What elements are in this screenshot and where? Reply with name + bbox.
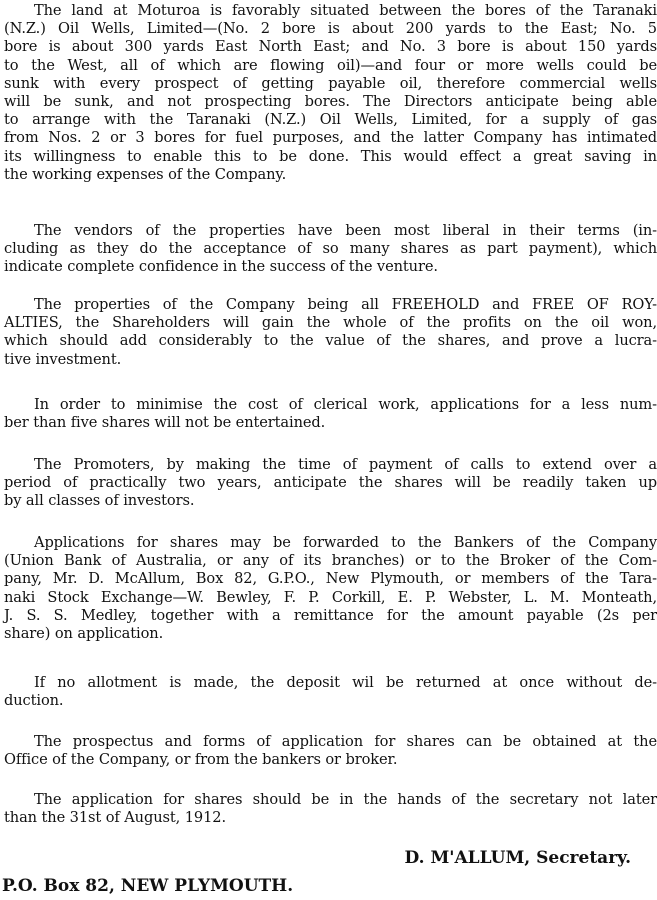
text-line: period of practically two years, anticipate the shares will be readily taken up <box>4 474 657 492</box>
postal-address: P.O. Box 82, NEW PLYMOUTH. <box>2 876 294 896</box>
text-line: (N.Z.) Oil Wells, Limited—(No. 2 bore is about 200 yards to the East; No. 5 <box>4 20 657 38</box>
paragraph-applications <box>4 534 657 643</box>
text-line: from Nos. 2 or 3 bores for fuel purposes, and the latter Company has intimated <box>4 129 657 147</box>
text-line: tive investment. <box>4 350 122 368</box>
text-line: share) on application. <box>4 624 164 642</box>
paragraph-freehold <box>4 296 657 369</box>
text-line: Office of the Company, or from the bankers or broker. <box>4 751 398 769</box>
text-line: (Union Bank of Australia, or any of its branches) or to the Broker of the Com- <box>4 552 657 570</box>
text-line: The properties of the Company being all FREEHOLD and FREE OF ROY- <box>34 296 657 313</box>
paragraph-promoters <box>4 456 657 511</box>
text-line: The application for shares should be in the hands of the secretary not later <box>34 791 657 808</box>
paragraph-vendors <box>4 222 657 277</box>
paragraph-deadline <box>4 791 657 827</box>
text-line: naki Stock Exchange—W. Bewley, F. P. Corkill, E. P. Webster, L. M. Monteath, <box>4 588 657 606</box>
text-line: Applications for shares may be forwarded to the Bankers of the Company <box>34 534 657 551</box>
text-line: sunk with every prospect of getting payable oil, therefore commercial wells <box>4 74 657 92</box>
text-line: to arrange with the Taranaki (N.Z.) Oil Wells, Limited, for a supply of gas <box>4 111 657 129</box>
text-line: by all classes of investors. <box>4 492 195 510</box>
text-line: The vendors of the properties have been most liberal in their terms (in- <box>34 222 657 239</box>
text-line: indicate complete confidence in the success of the venture. <box>4 258 438 276</box>
paragraph-minimum-shares <box>4 396 657 432</box>
text-line: In order to minimise the cost of clerical work, applications for a less num- <box>34 396 657 413</box>
text-line: than the 31st of August, 1912. <box>4 809 227 827</box>
text-line: The prospectus and forms of application for shares can be obtained at the <box>34 733 657 750</box>
text-line: The Promoters, by making the time of payment of calls to extend over a <box>34 456 657 473</box>
text-line: to the West, all of which are flowing oil)—and four or more wells could be <box>4 56 657 74</box>
text-line: the working expenses of the Company. <box>4 165 287 183</box>
secretary-signature: D. M'ALLUM, Secretary. <box>404 848 631 868</box>
text-line: will be sunk, and not prospecting bores. The Directors anticipate being able <box>4 92 657 110</box>
text-line: cluding as they do the acceptance of so many shares as part payment), which <box>4 240 657 258</box>
text-line: ber than five shares will not be entertained. <box>4 414 326 432</box>
text-line: its willingness to enable this to be done. This would effect a great saving in <box>4 147 657 165</box>
paragraph-allotment <box>4 674 657 710</box>
text-line: If no allotment is made, the deposit wil be returned at once without de- <box>34 674 657 691</box>
text-line: The land at Moturoa is favorably situated between the bores of the Taranaki <box>34 2 657 19</box>
text-line: pany, Mr. D. McAllum, Box 82, G.P.O., New Plymouth, or members of the Tara- <box>4 570 657 588</box>
paragraph-prospectus <box>4 733 657 769</box>
text-line: bore is about 300 yards East North East; and No. 3 bore is about 150 yards <box>4 38 657 56</box>
text-line: duction. <box>4 692 64 710</box>
text-line: ALTIES, the Shareholders will gain the whole of the profits on the oil won, <box>4 314 657 332</box>
text-line: which should add considerably to the value of the shares, and prove a lucra- <box>4 332 657 350</box>
paragraph-land-situation <box>4 2 657 184</box>
text-line: J. S. S. Medley, together with a remittance for the amount payable (2s per <box>4 606 657 624</box>
